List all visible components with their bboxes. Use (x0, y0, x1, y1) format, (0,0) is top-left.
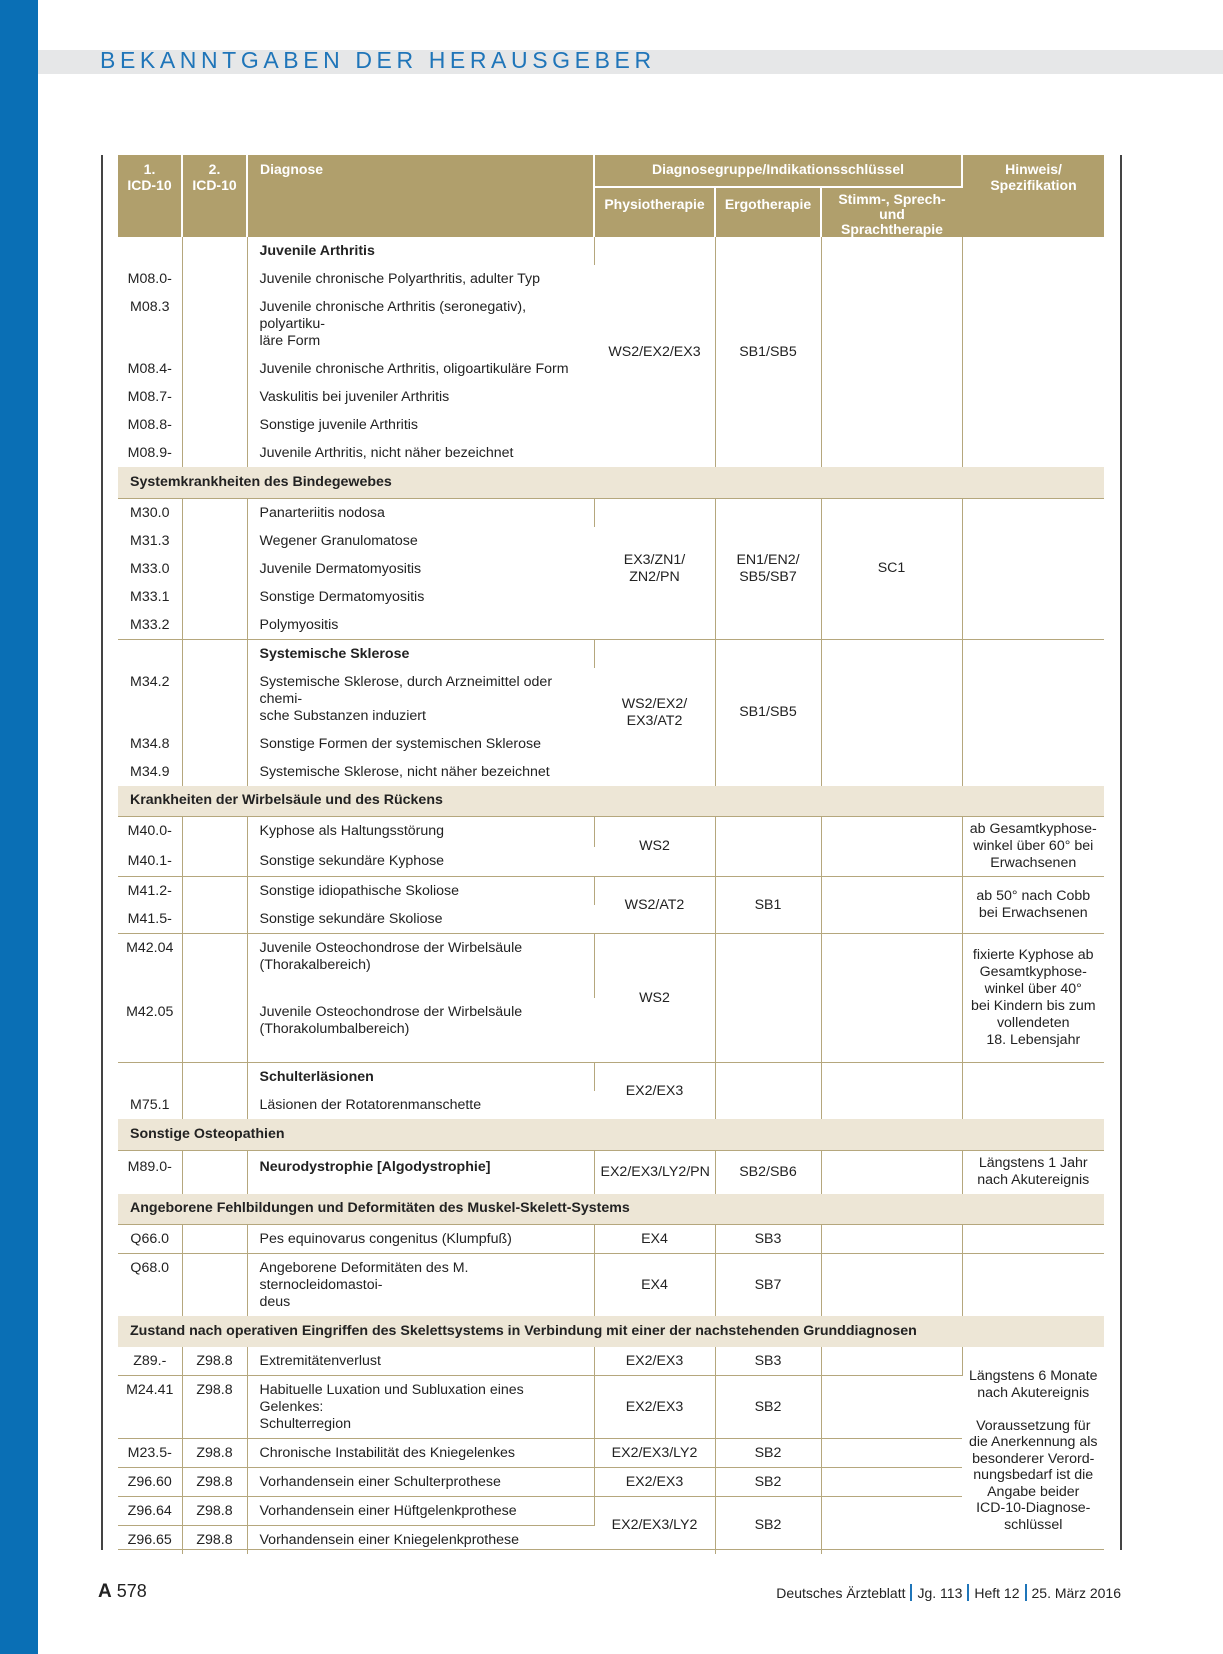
ergo-key: SB1 (715, 877, 821, 934)
stimm-key (821, 1439, 962, 1468)
diagnosis-text: Kyphose als Haltungsstörung (247, 817, 594, 847)
diagnosis-table (118, 155, 1104, 1554)
table-row (118, 639, 1104, 668)
col-header-physio: Physiotherapie (594, 187, 715, 237)
table-row (118, 1063, 1104, 1092)
hinweis-text: ab Gesamtkyphose- winkel über 60° bei Erwachsenen (962, 817, 1104, 877)
stimm-key (821, 1468, 962, 1497)
stimm-key (821, 877, 962, 934)
icd2-code (182, 934, 247, 999)
physio-key: WS2 (594, 817, 715, 877)
ergo-key: SB7 (715, 1254, 821, 1317)
stimm-key (821, 1497, 962, 1555)
col-header-stimm (821, 187, 962, 237)
icd1-code: M34.2 (118, 668, 182, 730)
physio-key: EX4 (594, 1225, 715, 1254)
page-prefix: A (98, 1581, 112, 1602)
icd2-code: Z98.8 (182, 1347, 247, 1376)
section-heading: Zustand nach operativen Eingriffen des Skelettsystems in Verbindung mit einer der nachstehenden Grunddiagnosen (118, 1316, 1104, 1347)
stimm-key (821, 934, 962, 1063)
icd1-code: Q66.0 (118, 1225, 182, 1254)
diagnosis-text: Juvenile chronische Arthritis, oligoartikuläre Form (259, 361, 569, 377)
hinweis-text (962, 1254, 1104, 1317)
table-row (118, 1150, 1104, 1194)
section-heading: Systemkrankheiten des Bindegewebes (118, 467, 1104, 498)
ergo-key: SB2 (715, 1439, 821, 1468)
stimm-key (821, 1150, 962, 1194)
diagnosis-text: Extremitätenverlust (247, 1347, 594, 1376)
ergo-key: SB2/SB6 (715, 1150, 821, 1194)
stimm-key (821, 237, 962, 467)
diagnosis-text: Juvenile chronische Polyarthritis, adulter Typ (259, 271, 540, 287)
physio-key: WS2/EX2/EX3 (594, 237, 715, 467)
page-number (98, 1581, 147, 1603)
table-row (118, 934, 1104, 999)
col-header-icd2 (182, 155, 247, 237)
icd2-code (182, 998, 247, 1063)
ergo-key (715, 1063, 821, 1120)
icd1-code: M33.2 (118, 611, 182, 640)
diagnosis-text: Polymyositis (259, 616, 339, 633)
table-row (118, 1254, 1104, 1317)
ergo-key: SB2 (715, 1376, 821, 1439)
hinweis-text: fixierte Kyphose ab Gesamtkyphose- winkel über 40° bei Kindern bis zum vollendeten 18. Lebensjahr (962, 934, 1104, 1063)
diagnosis-text: Systemische Sklerose, durch Arzneimittel oder chemi- sche Substanzen induziert (259, 673, 553, 724)
diagnosis-text: Vorhandensein einer Hüftgelenkprothese (247, 1497, 594, 1526)
ergo-key (715, 817, 821, 877)
hinweis-text (962, 237, 1104, 467)
diagnosis-text: Schulterläsionen (247, 1063, 594, 1092)
icd2-code (182, 758, 247, 786)
section-heading: Krankheiten der Wirbelsäule und des Rückens (118, 786, 1104, 817)
icd1-code: M34.8 (118, 730, 182, 758)
hinweis-header-text: Hinweis/ Spezifikation (990, 161, 1077, 193)
diagnosis-text: Läsionen der Rotatorenmanschette (259, 1097, 482, 1113)
physio-key: WS2/EX2/ EX3/AT2 (594, 639, 715, 786)
physio-key: WS2/AT2 (594, 877, 715, 934)
ergo-key: SB3 (715, 1225, 821, 1254)
table-row (118, 1225, 1104, 1254)
hinweis-text (962, 1225, 1104, 1254)
icd1-code: M08.3 (118, 293, 182, 355)
table-row (118, 237, 1104, 265)
table-row (118, 1376, 1104, 1439)
icd1-code: M89.0- (118, 1150, 182, 1194)
icd2-code (182, 1150, 247, 1194)
right-rule (1120, 155, 1122, 1550)
icd2-code (182, 730, 247, 758)
icd1-code: M08.8- (118, 411, 182, 439)
diagnosis-text: Vorhandensein einer Schulterprothese (247, 1468, 594, 1497)
table-row (118, 1439, 1104, 1468)
icd1-code: Z96.65 (118, 1526, 182, 1555)
stimm-key (821, 1376, 962, 1439)
ergo-key: SB1/SB5 (715, 237, 821, 467)
ergo-key: EN1/EN2/ SB5/SB7 (715, 498, 821, 639)
icd1-code: Q68.0 (118, 1254, 182, 1317)
col-header-diagnose: Diagnose (247, 155, 594, 237)
icd1-code: M40.0- (118, 817, 182, 847)
journal-issue: Heft 12 (974, 1585, 1020, 1601)
icd1-code: M41.2- (118, 877, 182, 906)
col-header-icd1 (118, 155, 182, 237)
physio-key: EX2/EX3 (594, 1468, 715, 1497)
diagnosis-text: Juvenile Arthritis (247, 237, 594, 265)
icd1-code: Z89.- (118, 1347, 182, 1376)
icd1-code: M34.9 (118, 758, 182, 786)
diagnosis-text: Sonstige sekundäre Skoliose (259, 911, 443, 927)
diagnosis-text: Habituelle Luxation und Subluxation eines Gelenkes: Schulterregion (247, 1376, 594, 1439)
icd1-code: M42.04 (118, 934, 182, 999)
icd1-code: M30.0 (118, 498, 182, 527)
diagnosis-text: Sonstige Formen der systemischen Sklerose (259, 735, 542, 752)
table-row (118, 498, 1104, 527)
icd2-code (182, 383, 247, 411)
footer-citation (776, 1584, 1121, 1601)
ergo-key: SB2 (715, 1468, 821, 1497)
table-row (118, 1468, 1104, 1497)
diagnosis-text: Wegener Granulomatose (259, 532, 418, 549)
ergo-key (715, 934, 821, 1063)
col-header-ergo: Ergotherapie (715, 187, 821, 237)
ergo-key: SB1/SB5 (715, 639, 821, 786)
hinweis-text: ab 50° nach Cobb bei Erwachsenen (962, 877, 1104, 934)
table-body (118, 237, 1104, 1554)
icd2-code: Z98.8 (182, 1497, 247, 1526)
hinweis-text: Längstens 1 Jahr nach Akutereignis (962, 1150, 1104, 1194)
physio-key: EX3/ZN1/ ZN2/PN (594, 498, 715, 639)
section-row (118, 467, 1104, 498)
icd2-code (182, 877, 247, 906)
diagnosis-text: Juvenile chronische Arthritis (seronegativ), polyartiku- läre Form (259, 299, 527, 349)
section-row (118, 1119, 1104, 1150)
icd1-code: M31.3 (118, 527, 182, 555)
icd1-code: M42.05 (118, 998, 182, 1063)
icd1-code: M41.5- (118, 905, 182, 934)
icd2-code (182, 817, 247, 847)
table-end-rule (118, 1549, 1104, 1550)
icd1-code: M08.4- (118, 355, 182, 383)
diagnosis-text: Juvenile Osteochondrose der Wirbelsäule (Thorakalbereich) (247, 934, 594, 999)
icd2-code: Z98.8 (182, 1439, 247, 1468)
icd1-code: M75.1 (118, 1091, 182, 1119)
icd2-code (182, 1254, 247, 1317)
diagnosis-text: Juvenile Arthritis, nicht näher bezeichnet (259, 445, 514, 461)
diagnosis-text: Systemische Sklerose, nicht näher bezeichnet (259, 763, 550, 780)
hinweis-text: Längstens 6 Monate nach Akutereignis Voraussetzung für die Anerkennung als besonderer Verord- nungsbedarf ist die Angabe beider ICD-10-Diagnose- schlüssel (968, 1368, 1098, 1533)
stimm-key (821, 639, 962, 786)
icd2-code (182, 527, 247, 555)
icd2-header-text: 2. ICD-10 (192, 161, 237, 193)
icd2-code (182, 639, 247, 668)
icd1-code: M08.7- (118, 383, 182, 411)
icd1-code: Z96.60 (118, 1468, 182, 1497)
icd1-header-text: 1. ICD-10 (127, 161, 172, 193)
page-number-value: 578 (116, 1581, 147, 1601)
hinweis-text (962, 1063, 1104, 1120)
diagnosis-text: Pes equinovarus congenitus (Klumpfuß) (247, 1225, 594, 1254)
physio-key: WS2 (594, 934, 715, 1063)
icd2-code (182, 668, 247, 730)
ergo-key: SB3 (715, 1347, 821, 1376)
diagnosis-text: Angeborene Deformitäten des M. sternocleidomastoi- deus (247, 1254, 594, 1317)
icd2-code (182, 439, 247, 467)
footer-separator (967, 1584, 969, 1601)
journal-name: Deutsches Ärzteblatt (776, 1585, 906, 1601)
icd1-code: M08.9- (118, 439, 182, 467)
left-rule (101, 155, 103, 1550)
icd2-code (182, 583, 247, 611)
icd2-code (182, 1063, 247, 1092)
icd1-code: M33.1 (118, 583, 182, 611)
col-header-hinweis (962, 155, 1104, 237)
hinweis-text (962, 639, 1104, 786)
physio-key: EX2/EX3 (594, 1376, 715, 1439)
diagnosis-text: Neurodystrophie [Algodystrophie] (247, 1150, 594, 1194)
section-row (118, 1316, 1104, 1347)
icd2-code (182, 611, 247, 640)
footer-separator (1025, 1584, 1027, 1601)
journal-date: 25. März 2016 (1031, 1585, 1121, 1601)
table-row (118, 877, 1104, 906)
icd2-code: Z98.8 (182, 1468, 247, 1497)
section-row (118, 786, 1104, 817)
table-row (118, 1347, 1104, 1376)
diagnosis-text: Vaskulitis bei juveniler Arthritis (259, 389, 450, 405)
diagnosis-text: Sonstige sekundäre Kyphose (259, 852, 445, 869)
stimm-key: SC1 (821, 498, 962, 639)
left-color-bar (0, 0, 38, 1654)
icd2-code (182, 355, 247, 383)
stimm-key (821, 817, 962, 877)
physio-key: EX2/EX3 (594, 1347, 715, 1376)
icd2-code (182, 1225, 247, 1254)
col-header-group: Diagnosegruppe/Indikationsschlüssel (594, 155, 962, 187)
icd1-code (118, 1063, 182, 1092)
icd2-code (182, 237, 247, 265)
diagnosis-text: Sonstige Dermatomyositis (259, 588, 425, 605)
diagnosis-text: Juvenile Dermatomyositis (259, 560, 422, 577)
icd1-code: M24.41 (118, 1376, 182, 1439)
icd1-code (118, 639, 182, 668)
icd2-code (182, 905, 247, 934)
icd2-code (182, 847, 247, 877)
icd1-code: Z96.64 (118, 1497, 182, 1526)
icd1-code: M33.0 (118, 555, 182, 583)
diagnosis-text: Systemische Sklerose (247, 639, 594, 668)
physio-key: EX2/EX3/LY2 (594, 1497, 715, 1555)
diagnosis-text: Chronische Instabilität des Kniegelenkes (247, 1439, 594, 1468)
stimm-key (821, 1347, 962, 1376)
section-heading: Angeborene Fehlbildungen und Deformitäten des Muskel-Skelett-Systems (118, 1194, 1104, 1225)
stimm-header-text: Stimm-, Sprech- und Sprachtherapie (838, 191, 946, 237)
hinweis-text (962, 498, 1104, 639)
icd1-code (118, 237, 182, 265)
section-heading: Sonstige Osteopathien (118, 1119, 1104, 1150)
icd2-code (182, 498, 247, 527)
icd2-code: Z98.8 (182, 1376, 247, 1439)
diagnosis-text: Panarteriitis nodosa (247, 498, 594, 527)
section-row (118, 1194, 1104, 1225)
physio-key: EX4 (594, 1254, 715, 1317)
physio-key: EX2/EX3/LY2 (594, 1439, 715, 1468)
icd2-code (182, 293, 247, 355)
diagnosis-text: Sonstige juvenile Arthritis (259, 417, 419, 433)
stimm-key (821, 1063, 962, 1120)
icd1-code: M23.5- (118, 1439, 182, 1468)
stimm-key (821, 1225, 962, 1254)
ergo-key: SB2 (715, 1497, 821, 1555)
icd1-code: M40.1- (118, 847, 182, 877)
icd2-code: Z98.8 (182, 1526, 247, 1555)
icd2-code (182, 1091, 247, 1119)
diagnosis-text: Juvenile Osteochondrose der Wirbelsäule (Thorakolumbalbereich) (259, 1004, 523, 1037)
journal-volume: Jg. 113 (917, 1585, 963, 1601)
icd2-code (182, 265, 247, 293)
diagnosis-text: Sonstige idiopathische Skoliose (247, 877, 594, 906)
physio-key: EX2/EX3 (594, 1063, 715, 1120)
table-row (118, 817, 1104, 847)
diagnosis-text: Vorhandensein einer Kniegelenkprothese (247, 1526, 594, 1555)
footer-separator (910, 1584, 912, 1601)
icd2-code (182, 555, 247, 583)
icd1-code: M08.0- (118, 265, 182, 293)
page-header-title: BEKANNTGABEN DER HERAUSGEBER (100, 47, 656, 73)
physio-key: EX2/EX3/LY2/PN (594, 1150, 715, 1194)
stimm-key (821, 1254, 962, 1317)
table-row (118, 1497, 1104, 1526)
icd2-code (182, 411, 247, 439)
